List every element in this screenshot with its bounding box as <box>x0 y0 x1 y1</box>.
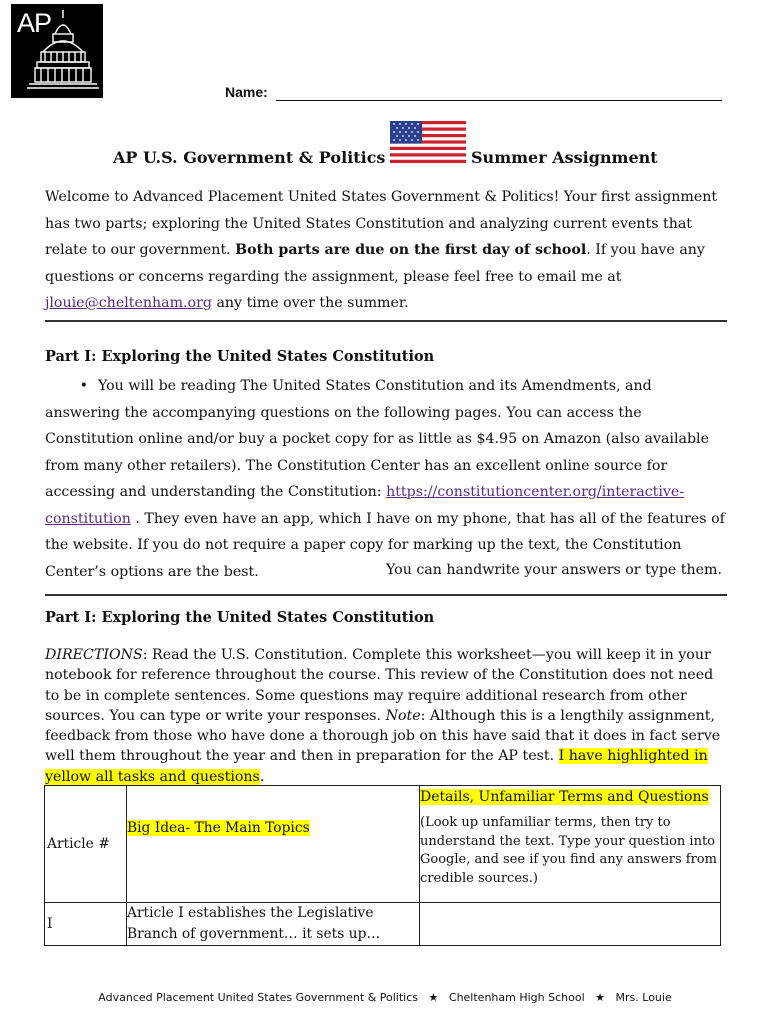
header-details-label: Details, Unfamiliar Terms and Questions <box>420 789 709 805</box>
intro-text-1: Welcome to Advanced Placement United States Government & Politics! Your first assignment has two parts; exploring the United States Constitution and analyzing current events that relate to our government. <box>45 189 718 258</box>
us-flag-icon <box>390 121 466 163</box>
answer-format-note: You can handwrite your answers or type them. <box>386 562 722 578</box>
part1-directions-heading: Part I: Exploring the United States Constitution <box>45 609 435 626</box>
directions-paragraph <box>45 645 725 787</box>
part1-heading: Part I: Exploring the United States Constitution <box>45 348 435 365</box>
header-article-number <box>45 786 127 903</box>
header-article-label: Article # <box>47 836 110 852</box>
header-details-note: (Look up unfamiliar terms, then try to understand the text. Type your question into Google, and see if you find any answers from credible sources.) <box>420 815 717 886</box>
intro-paragraph <box>45 184 725 317</box>
capitol-dome-icon <box>11 4 103 98</box>
name-blank-line[interactable] <box>276 100 722 101</box>
directions-text-2: : Although this is a lengthily assignment, feedback from those who have done a thorough job on this have said that it does in fact serve well them throughout the year and then in preparation for the AP test. <box>45 707 721 765</box>
header-big-idea <box>127 786 420 903</box>
constitution-worksheet-table <box>44 785 721 946</box>
cell-article-number: I <box>45 903 127 946</box>
highlighted-instruction: I have highlighted in yellow all tasks and questions <box>45 748 708 785</box>
star-icon: ★ <box>595 991 606 1004</box>
email-link[interactable]: jlouie@cheltenham.org <box>45 295 212 311</box>
note-label: Note <box>385 707 421 724</box>
bullet-marker: • <box>79 378 88 394</box>
part1-text-1: You will be reading The United States Constitution and its Amendments, and answering the accompanying questions on the following pages. You can access the Constitution online and/or buy a pocket copy for as little as $4.95 on Amazon (also available from many other retailers). The Constitution Center has an excellent online source for accessing and understanding the Constitution: <box>45 378 709 500</box>
footer-teacher: Mrs. Louie <box>615 991 672 1004</box>
intro-text-2: . If you have any questions or concerns regarding the assignment, please feel free to email me at <box>45 242 705 285</box>
footer-school: Cheltenham High School <box>448 991 585 1004</box>
header-big-idea-label: Big Idea- The Main Topics <box>127 820 310 836</box>
section-divider <box>45 320 727 322</box>
course-title: AP U.S. Government & Politics <box>113 148 386 167</box>
cell-big-idea[interactable]: Article I establishes the Legislative Branch of government… it sets up… <box>127 903 420 946</box>
directions-text-3: . <box>259 768 265 785</box>
constitution-center-link[interactable]: https://constitutioncenter.org/interactive-constitution <box>45 484 685 527</box>
name-label: Name: <box>225 84 268 100</box>
assignment-title: Summer Assignment <box>471 148 658 167</box>
part1-body <box>45 373 725 585</box>
section-divider <box>45 594 727 596</box>
intro-text-3: any time over the summer. <box>211 295 409 311</box>
cell-details[interactable] <box>420 903 721 946</box>
table-header-row <box>45 786 721 903</box>
ap-logo <box>11 4 103 98</box>
directions-label: DIRECTIONS <box>45 647 143 663</box>
footer-course: Advanced Placement United States Government & Politics <box>98 991 419 1004</box>
logo-text: AP <box>17 8 52 38</box>
star-icon: ★ <box>428 991 439 1004</box>
page-footer <box>0 991 770 1004</box>
directions-text-1: : Read the U.S. Constitution. Complete this worksheet—you will keep it in your notebook for reference throughout the course. This review of the Constitution does not need to be in complete sentences. Some questions may require additional research from other sources. You can type or write your responses. <box>45 647 714 724</box>
due-date-emphasis: Both parts are due on the first day of school <box>235 242 587 258</box>
part1-text-2: . They even have an app, which I have on my phone, that has all of the features of the website. If you do not require a paper copy for marking up the text, the Constitution Center’s options are the best. <box>45 510 725 580</box>
header-details <box>420 786 721 903</box>
table-row <box>45 903 721 946</box>
